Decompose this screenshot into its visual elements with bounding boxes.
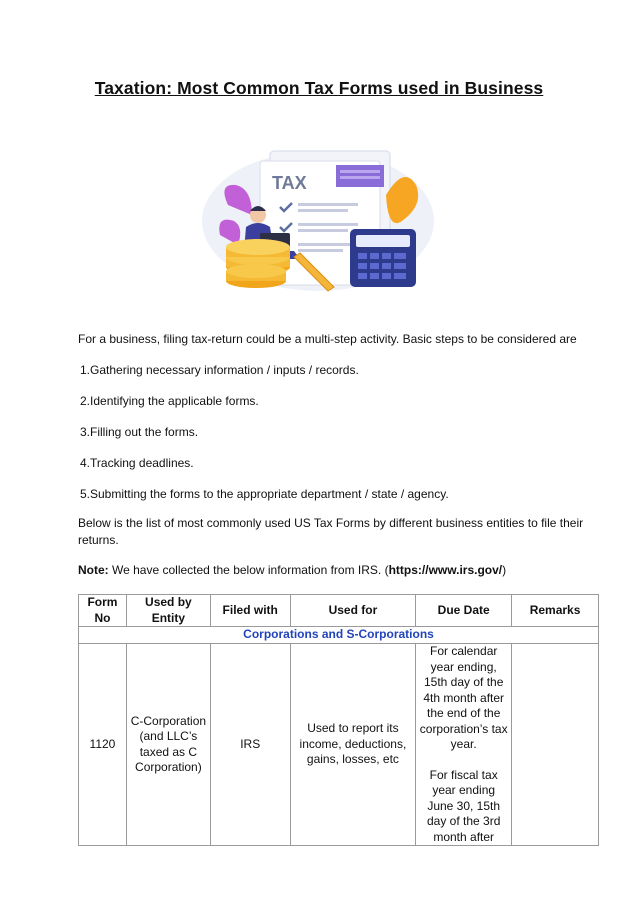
coin-stack-icon bbox=[226, 239, 290, 288]
step-2: 2.Identifying the applicable forms. bbox=[80, 394, 259, 408]
calculator-icon bbox=[350, 229, 416, 287]
section-title: Corporations and S-Corporations bbox=[79, 627, 599, 644]
table-row bbox=[79, 644, 599, 846]
header-filed-with: Filed with bbox=[210, 595, 290, 627]
section-row bbox=[79, 627, 599, 644]
header-used-for: Used for bbox=[290, 595, 416, 627]
cell-filed-with: IRS bbox=[210, 644, 290, 846]
step-4: 4.Tracking deadlines. bbox=[80, 456, 194, 470]
step-1: 1.Gathering necessary information / inputs / records. bbox=[80, 363, 359, 377]
list-description: Below is the list of most commonly used US Tax Forms by different business entities to file their returns. bbox=[78, 516, 584, 547]
header-due-date: Due Date bbox=[416, 595, 512, 627]
intro-paragraph: For a business, filing tax-return could be a multi-step activity. Basic steps to be considered are bbox=[78, 332, 577, 346]
tax-forms-table bbox=[78, 594, 599, 846]
table-header-row bbox=[79, 595, 599, 627]
note-close: ) bbox=[502, 563, 507, 577]
due-date-fiscal: For fiscal tax year ending June 30, 15th day of the 3rd month after bbox=[426, 767, 501, 844]
source-note bbox=[78, 562, 598, 579]
cell-used-for: Used to report its income, deductions, gains, losses, etc bbox=[290, 644, 416, 846]
header-used-by-entity: Used by Entity bbox=[126, 595, 210, 627]
header-remarks: Remarks bbox=[512, 595, 599, 627]
cell-due-date bbox=[416, 644, 512, 846]
tax-document-label: TAX bbox=[272, 173, 307, 193]
header-form-no: Form No bbox=[79, 595, 127, 627]
step-5: 5.Submitting the forms to the appropriate department / state / agency. bbox=[80, 487, 449, 501]
note-text: We have collected the below information from IRS. ( bbox=[108, 563, 389, 577]
page-title: Taxation: Most Common Tax Forms used in Business bbox=[94, 78, 544, 98]
cell-form-no: 1120 bbox=[79, 644, 127, 846]
tax-illustration bbox=[200, 135, 440, 295]
cell-remarks bbox=[512, 644, 599, 846]
step-3: 3.Filling out the forms. bbox=[80, 425, 199, 439]
irs-link[interactable]: https://www.irs.gov/ bbox=[388, 563, 503, 577]
note-label: Note: bbox=[78, 563, 109, 577]
due-date-calendar: For calendar year ending, 15th day of the 4th month after the end of the corporation’s tax year. bbox=[419, 644, 508, 751]
cell-entity: C-Corporation (and LLC’s taxed as C Corporation) bbox=[126, 644, 210, 846]
